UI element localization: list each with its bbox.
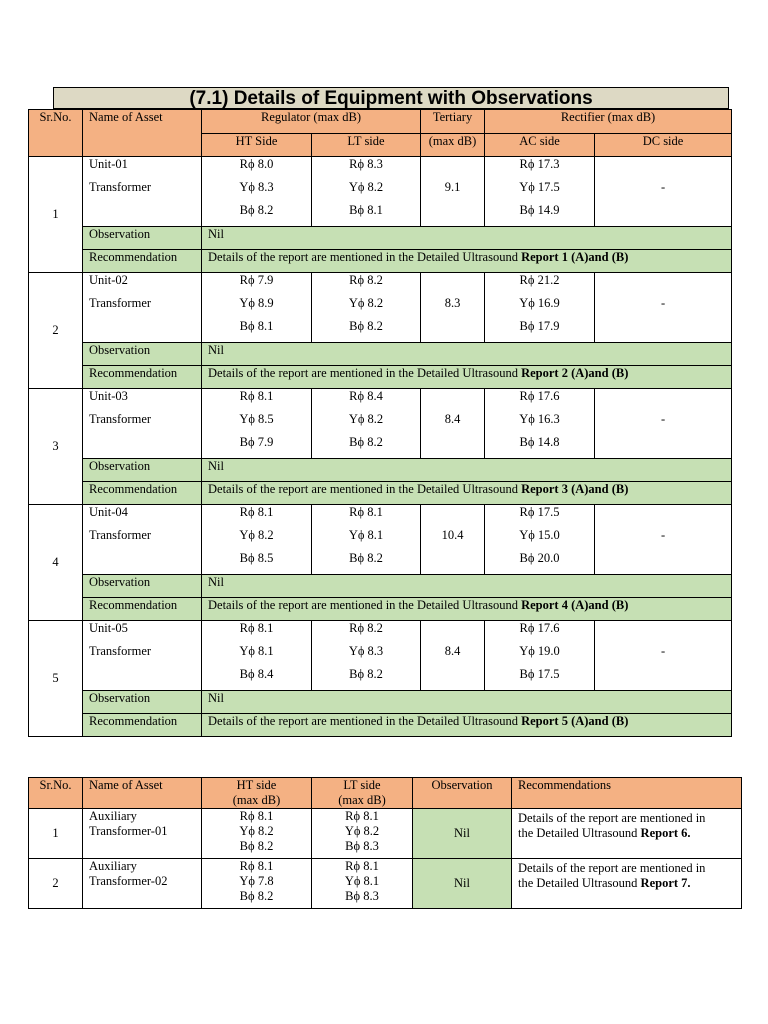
- aux-header-ht-label: HT side: [236, 778, 277, 792]
- recommendation-row: [29, 366, 732, 389]
- asset-unit: Unit-01: [89, 157, 128, 171]
- asset-type: Transformer: [89, 296, 152, 310]
- header-tertiary-unit: (max dB): [421, 134, 485, 157]
- aux-ht-values: [202, 809, 312, 859]
- aux-recommendation-text: [512, 859, 742, 909]
- lt-side-values-reading: Rϕ 8.2: [349, 621, 383, 635]
- lt-side-values-reading: Bϕ 8.2: [349, 667, 383, 681]
- ht-side-values-reading: Bϕ 8.1: [239, 319, 274, 333]
- ac-side-values-reading: Yϕ 17.5: [519, 180, 560, 194]
- aux-asset-name: [83, 859, 202, 909]
- recommendation-text: [202, 482, 732, 505]
- observation-label: Observation: [83, 227, 202, 250]
- sr-no: 4: [29, 505, 83, 621]
- lt-side-values-reading: Rϕ 8.4: [349, 389, 383, 403]
- header-ac-side: AC side: [485, 134, 595, 157]
- ac-side-values-reading: Bϕ 14.8: [519, 435, 560, 449]
- aux-ht-reading: Yϕ 8.2: [239, 824, 274, 838]
- ht-side-values-reading: Bϕ 8.5: [239, 551, 274, 565]
- observation-label: Observation: [83, 691, 202, 714]
- aux-lt-reading: Bϕ 8.3: [345, 889, 379, 903]
- tertiary-value: 8.4: [421, 621, 485, 691]
- aux-header-lt: [312, 778, 413, 809]
- observation-row: [29, 691, 732, 714]
- ht-side-values-reading: Yϕ 8.5: [239, 412, 274, 426]
- recommendation-text: [202, 366, 732, 389]
- asset-name: [83, 389, 202, 459]
- observation-row: [29, 343, 732, 366]
- lt-side-values-reading: Bϕ 8.2: [349, 435, 383, 449]
- aux-header-observation: Observation: [413, 778, 512, 809]
- aux-rec-line1: Details of the report are mentioned in: [518, 861, 706, 875]
- ht-side-values-reading: Yϕ 8.3: [239, 180, 274, 194]
- report-reference: Report 1 (A)and (B): [521, 250, 629, 264]
- aux-lt-values: [312, 859, 413, 909]
- aux-asset-name: [83, 809, 202, 859]
- recommendation-row: [29, 598, 732, 621]
- recommendation-label: Recommendation: [83, 250, 202, 273]
- recommendation-text: [202, 250, 732, 273]
- aux-header-srno: Sr.No.: [29, 778, 83, 809]
- aux-ht-reading: Bϕ 8.2: [239, 889, 274, 903]
- recommendation-prefix: Details of the report are mentioned in the Detailed Ultrasound: [208, 366, 522, 380]
- ht-side-values: [202, 157, 312, 227]
- aux-observation-value: Nil: [413, 809, 512, 859]
- aux-ht-reading: Rϕ 8.1: [239, 809, 274, 823]
- aux-header-ht-unit: (max dB): [232, 793, 281, 807]
- aux-lt-reading: Yϕ 8.2: [344, 824, 380, 838]
- asset-unit: Unit-03: [89, 389, 128, 403]
- recommendation-label: Recommendation: [83, 598, 202, 621]
- ht-side-values-reading: Yϕ 8.9: [239, 296, 274, 310]
- recommendation-row: [29, 250, 732, 273]
- ac-side-values: [485, 273, 595, 343]
- ac-side-values-reading: Yϕ 15.0: [519, 528, 560, 542]
- dc-side-value: -: [595, 157, 732, 227]
- lt-side-values-reading: Yϕ 8.2: [348, 412, 384, 426]
- ht-side-values-reading: Rϕ 8.1: [239, 505, 274, 519]
- aux-ht-values: [202, 859, 312, 909]
- ht-side-values: [202, 273, 312, 343]
- lt-side-values-reading: Bϕ 8.1: [349, 203, 383, 217]
- aux-header-recommendations: Recommendations: [512, 778, 742, 809]
- ht-side-values-reading: Rϕ 8.0: [239, 157, 274, 171]
- aux-rec-line2: [518, 876, 741, 891]
- observation-row: [29, 575, 732, 598]
- aux-asset-name-line1: Auxiliary: [89, 859, 137, 873]
- asset-name: [83, 157, 202, 227]
- observation-label: Observation: [83, 343, 202, 366]
- recommendation-row: [29, 714, 732, 737]
- recommendation-label: Recommendation: [83, 714, 202, 737]
- aux-rec-line2-prefix: the Detailed Ultrasound: [518, 876, 641, 890]
- aux-lt-reading: Rϕ 8.1: [345, 859, 379, 873]
- asset-type: Transformer: [89, 412, 152, 426]
- aux-lt-reading: Bϕ 8.3: [345, 839, 379, 853]
- unit-row: [29, 389, 732, 459]
- sr-no: 2: [29, 273, 83, 389]
- lt-side-values: [312, 389, 421, 459]
- ht-side-values-reading: Bϕ 8.4: [239, 667, 274, 681]
- recommendation-label: Recommendation: [83, 482, 202, 505]
- header-rectifier: Rectifier (max dB): [485, 110, 732, 134]
- ac-side-values-reading: Rϕ 17.3: [519, 157, 560, 171]
- ac-side-values: [485, 621, 595, 691]
- dc-side-value: -: [595, 505, 732, 575]
- header-srno: Sr.No.: [29, 110, 83, 157]
- aux-asset-name-line2: Transformer-02: [89, 874, 168, 888]
- aux-lt-values: [312, 809, 413, 859]
- ht-side-values: [202, 505, 312, 575]
- aux-recommendation-text: [512, 809, 742, 859]
- ht-side-values-reading: Bϕ 8.2: [239, 203, 274, 217]
- sr-no: 5: [29, 621, 83, 737]
- aux-rec-line2: [518, 826, 741, 841]
- recommendation-prefix: Details of the report are mentioned in the Detailed Ultrasound: [208, 482, 522, 496]
- aux-report-reference: Report 7.: [640, 876, 691, 890]
- ac-side-values: [485, 389, 595, 459]
- aux-observation-value: Nil: [413, 859, 512, 909]
- aux-row: [29, 809, 742, 859]
- dc-side-value: -: [595, 273, 732, 343]
- sr-no: 1: [29, 157, 83, 273]
- asset-unit: Unit-02: [89, 273, 128, 287]
- lt-side-values-reading: Rϕ 8.1: [349, 505, 383, 519]
- unit-row: [29, 621, 732, 691]
- aux-lt-reading: Rϕ 8.1: [345, 809, 379, 823]
- aux-row: [29, 859, 742, 909]
- header-tertiary: Tertiary: [421, 110, 485, 134]
- report-reference: Report 5 (A)and (B): [521, 714, 629, 728]
- ht-side-values-reading: Rϕ 7.9: [239, 273, 274, 287]
- ac-side-values-reading: Yϕ 16.3: [519, 412, 560, 426]
- equipment-observations-table: [28, 109, 732, 737]
- ac-side-values-reading: Rϕ 17.5: [519, 505, 560, 519]
- observation-value: Nil: [202, 227, 732, 250]
- observation-value: Nil: [202, 575, 732, 598]
- ac-side-values-reading: Bϕ 14.9: [519, 203, 560, 217]
- ac-side-values-reading: Bϕ 20.0: [519, 551, 560, 565]
- header-regulator: Regulator (max dB): [202, 110, 421, 134]
- aux-rec-line1: Details of the report are mentioned in: [518, 811, 706, 825]
- ac-side-values-reading: Bϕ 17.9: [519, 319, 560, 333]
- ac-side-values-reading: Bϕ 17.5: [519, 667, 560, 681]
- observation-value: Nil: [202, 691, 732, 714]
- aux-ht-reading: Yϕ 7.8: [239, 874, 274, 888]
- ac-side-values-reading: Rϕ 17.6: [519, 389, 560, 403]
- asset-type: Transformer: [89, 528, 152, 542]
- aux-ht-reading: Bϕ 8.2: [239, 839, 274, 853]
- header-lt-side: LT side: [312, 134, 421, 157]
- section-title: (7.1) Details of Equipment with Observations: [53, 87, 729, 109]
- asset-unit: Unit-05: [89, 621, 128, 635]
- ac-side-values-reading: Yϕ 19.0: [519, 644, 560, 658]
- tertiary-value: 10.4: [421, 505, 485, 575]
- asset-name: [83, 621, 202, 691]
- lt-side-values-reading: Yϕ 8.2: [348, 180, 384, 194]
- report-reference: Report 2 (A)and (B): [521, 366, 629, 380]
- aux-header-lt-unit: (max dB): [338, 793, 386, 807]
- observation-value: Nil: [202, 459, 732, 482]
- aux-header-lt-label: LT side: [343, 778, 381, 792]
- lt-side-values-reading: Bϕ 8.2: [349, 551, 383, 565]
- aux-asset-name-line1: Auxiliary: [89, 809, 137, 823]
- sr-no: 3: [29, 389, 83, 505]
- aux-header-ht: [202, 778, 312, 809]
- ht-side-values-reading: Yϕ 8.2: [239, 528, 274, 542]
- tertiary-value: 8.3: [421, 273, 485, 343]
- aux-ht-reading: Rϕ 8.1: [239, 859, 274, 873]
- asset-type: Transformer: [89, 180, 152, 194]
- ac-side-values: [485, 505, 595, 575]
- lt-side-values: [312, 621, 421, 691]
- recommendation-prefix: Details of the report are mentioned in the Detailed Ultrasound: [208, 250, 522, 264]
- auxiliary-transformer-table: [28, 777, 742, 909]
- observation-row: [29, 459, 732, 482]
- observation-row: [29, 227, 732, 250]
- recommendation-text: [202, 714, 732, 737]
- header-dc-side: DC side: [595, 134, 732, 157]
- aux-sr-no: 1: [29, 809, 83, 859]
- dc-side-value: -: [595, 621, 732, 691]
- report-reference: Report 4 (A)and (B): [521, 598, 629, 612]
- ht-side-values-reading: Bϕ 7.9: [239, 435, 274, 449]
- aux-asset-name-line2: Transformer-01: [89, 824, 168, 838]
- lt-side-values-reading: Rϕ 8.2: [349, 273, 383, 287]
- ht-side-values-reading: Yϕ 8.1: [239, 644, 274, 658]
- tertiary-value: 9.1: [421, 157, 485, 227]
- asset-name: [83, 273, 202, 343]
- aux-sr-no: 2: [29, 859, 83, 909]
- unit-row: [29, 157, 732, 227]
- auxiliary-table-body: [29, 778, 742, 909]
- header-asset: Name of Asset: [83, 110, 202, 157]
- observation-label: Observation: [83, 575, 202, 598]
- lt-side-values: [312, 157, 421, 227]
- dc-side-value: -: [595, 389, 732, 459]
- ac-side-values-reading: Rϕ 21.2: [519, 273, 560, 287]
- unit-row: [29, 505, 732, 575]
- observation-value: Nil: [202, 343, 732, 366]
- lt-side-values-reading: Bϕ 8.2: [349, 319, 383, 333]
- lt-side-values-reading: Yϕ 8.2: [348, 296, 384, 310]
- aux-rec-line2-prefix: the Detailed Ultrasound: [518, 826, 641, 840]
- recommendation-prefix: Details of the report are mentioned in the Detailed Ultrasound: [208, 598, 522, 612]
- report-reference: Report 3 (A)and (B): [521, 482, 629, 496]
- aux-report-reference: Report 6.: [640, 826, 691, 840]
- tertiary-value: 8.4: [421, 389, 485, 459]
- observation-label: Observation: [83, 459, 202, 482]
- unit-row: [29, 273, 732, 343]
- ht-side-values: [202, 621, 312, 691]
- ht-side-values-reading: Rϕ 8.1: [239, 389, 274, 403]
- asset-unit: Unit-04: [89, 505, 128, 519]
- aux-header-asset: Name of Asset: [83, 778, 202, 809]
- lt-side-values-reading: Yϕ 8.1: [348, 528, 384, 542]
- ac-side-values-reading: Rϕ 17.6: [519, 621, 560, 635]
- aux-lt-reading: Yϕ 8.1: [344, 874, 380, 888]
- ht-side-values-reading: Rϕ 8.1: [239, 621, 274, 635]
- ht-side-values: [202, 389, 312, 459]
- ac-side-values: [485, 157, 595, 227]
- equipment-table-body: [29, 110, 732, 737]
- asset-type: Transformer: [89, 644, 152, 658]
- lt-side-values: [312, 273, 421, 343]
- ac-side-values-reading: Yϕ 16.9: [519, 296, 560, 310]
- header-ht-side: HT Side: [202, 134, 312, 157]
- lt-side-values-reading: Rϕ 8.3: [349, 157, 383, 171]
- lt-side-values: [312, 505, 421, 575]
- lt-side-values-reading: Yϕ 8.3: [348, 644, 384, 658]
- recommendation-text: [202, 598, 732, 621]
- asset-name: [83, 505, 202, 575]
- recommendation-prefix: Details of the report are mentioned in the Detailed Ultrasound: [208, 714, 522, 728]
- recommendation-row: [29, 482, 732, 505]
- recommendation-label: Recommendation: [83, 366, 202, 389]
